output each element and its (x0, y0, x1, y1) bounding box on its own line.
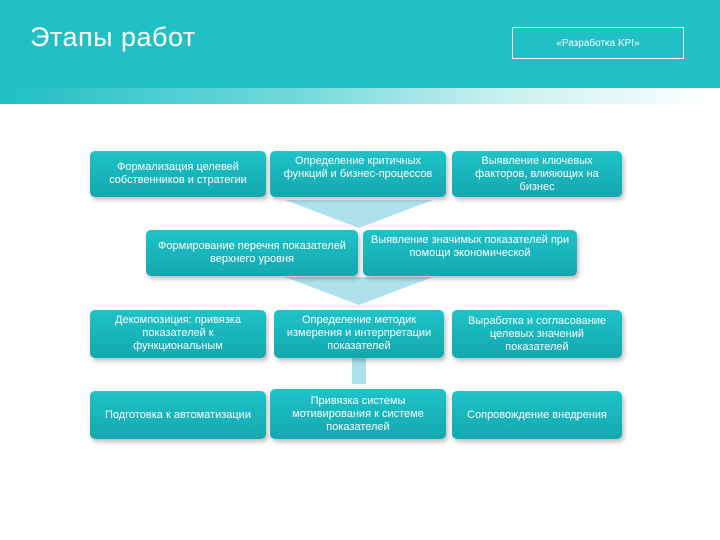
stage-box-implementation-support: Сопровождение внедрения (452, 391, 622, 439)
stage-box-target-values: Выработка и согласование целевых значений показателей (452, 310, 622, 358)
page-title: Этапы работ (30, 22, 196, 52)
stage-box-formalization: Формализация целевей собственников и стратегии (90, 151, 266, 197)
stage-box-significant-indicators: Выявление значимых показателей при помощи экономической (363, 230, 577, 276)
arrow-down-2 (285, 277, 433, 305)
stage-box-motivation-link: Привязка системы мотивирования к системе показателей (270, 389, 446, 439)
arrow-down-1 (285, 200, 433, 228)
arrow-stem-3 (352, 358, 366, 384)
stage-box-decomposition: Декомпозиция: привязка показателей к функциональным (90, 310, 266, 358)
stage-box-key-factors: Выявление ключевых факторов, влияющих на бизнес (452, 151, 622, 197)
stage-box-measurement-methods: Определение методик измерения и интерпретации показателей (274, 310, 444, 358)
stage-box-critical-functions: Определение критичных функций и бизнес-процессов (270, 151, 446, 197)
subtitle-box: «Разработка KPI» (512, 27, 684, 59)
header-gradient-strip (0, 88, 720, 104)
stage-box-automation-prep: Подготовка к автоматизации (90, 391, 266, 439)
stage-box-top-level-indicators: Формирование перечня показателей верхнего уровня (146, 230, 358, 276)
